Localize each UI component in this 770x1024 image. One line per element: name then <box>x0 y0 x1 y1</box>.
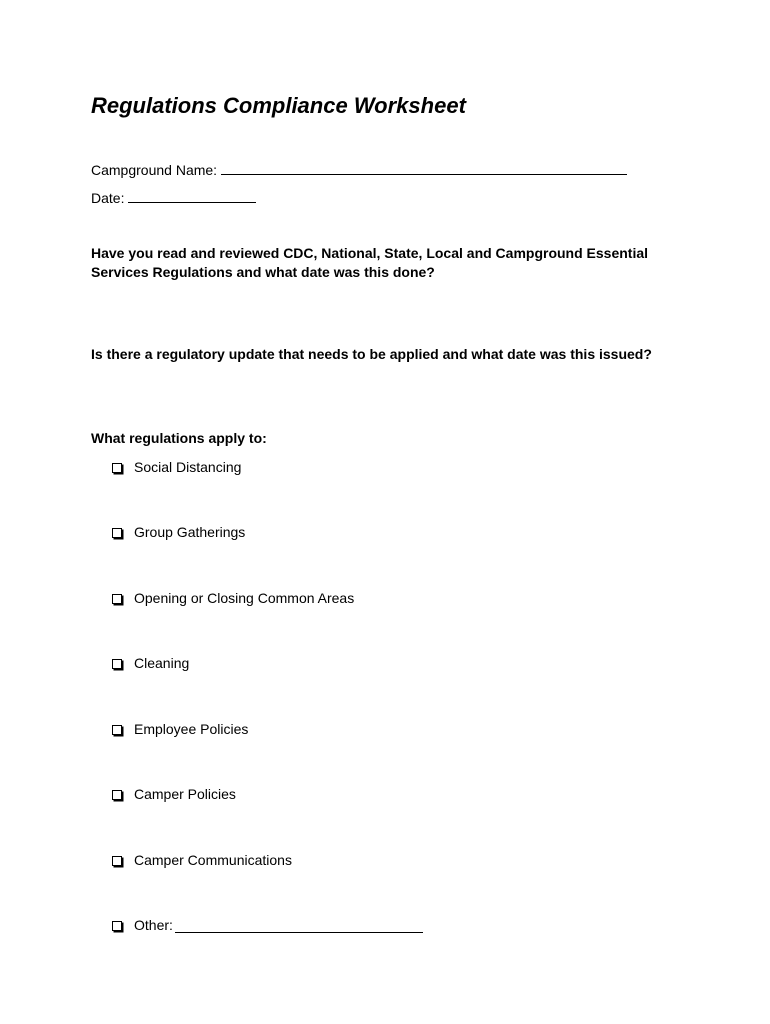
campground-name-label: Campground Name: <box>91 162 218 178</box>
checkbox-icon[interactable] <box>112 856 122 866</box>
question-regulations-apply: What regulations apply to: <box>91 430 267 446</box>
campground-name-line[interactable] <box>221 160 627 175</box>
checklist-item-label: Social Distancing <box>134 459 242 475</box>
checkbox-icon[interactable] <box>112 921 122 931</box>
checklist-item-label: Cleaning <box>134 655 190 671</box>
other-line[interactable] <box>175 918 423 933</box>
date-line[interactable] <box>128 188 256 203</box>
date-field[interactable] <box>91 188 256 207</box>
checklist-item-common-areas[interactable] <box>112 589 354 607</box>
checklist-item-label: Other: <box>134 917 173 933</box>
checkbox-icon[interactable] <box>112 659 122 669</box>
checklist-item-label: Opening or Closing Common Areas <box>134 590 355 606</box>
question-reviewed-regulations: Have you read and reviewed CDC, National, State, Local and Campground Essential Services Regulations and what date was this done? <box>91 245 649 280</box>
checklist-item-camper-policies[interactable] <box>112 785 236 803</box>
checklist-item-group-gatherings[interactable] <box>112 523 245 541</box>
checkbox-icon[interactable] <box>112 594 122 604</box>
campground-name-field[interactable] <box>91 160 627 179</box>
checkbox-icon[interactable] <box>112 463 122 473</box>
checklist-item-label: Camper Communications <box>134 852 292 868</box>
checklist-item-label: Employee Policies <box>134 721 249 737</box>
checklist-item-social-distancing[interactable] <box>112 458 241 476</box>
checklist-item-other[interactable] <box>112 916 423 934</box>
date-label: Date: <box>91 190 125 206</box>
checklist-item-label: Camper Policies <box>134 786 236 802</box>
checklist-item-label: Group Gatherings <box>134 524 246 540</box>
checkbox-icon[interactable] <box>112 725 122 735</box>
checklist-item-cleaning[interactable] <box>112 654 189 672</box>
checkbox-icon[interactable] <box>112 528 122 538</box>
checkbox-icon[interactable] <box>112 790 122 800</box>
worksheet-title: Regulations Compliance Worksheet <box>91 93 466 118</box>
checklist-item-employee-policies[interactable] <box>112 720 248 738</box>
checklist-item-camper-communications[interactable] <box>112 851 292 869</box>
question-regulatory-update: Is there a regulatory update that needs to be applied and what date was this issued? <box>91 346 652 362</box>
